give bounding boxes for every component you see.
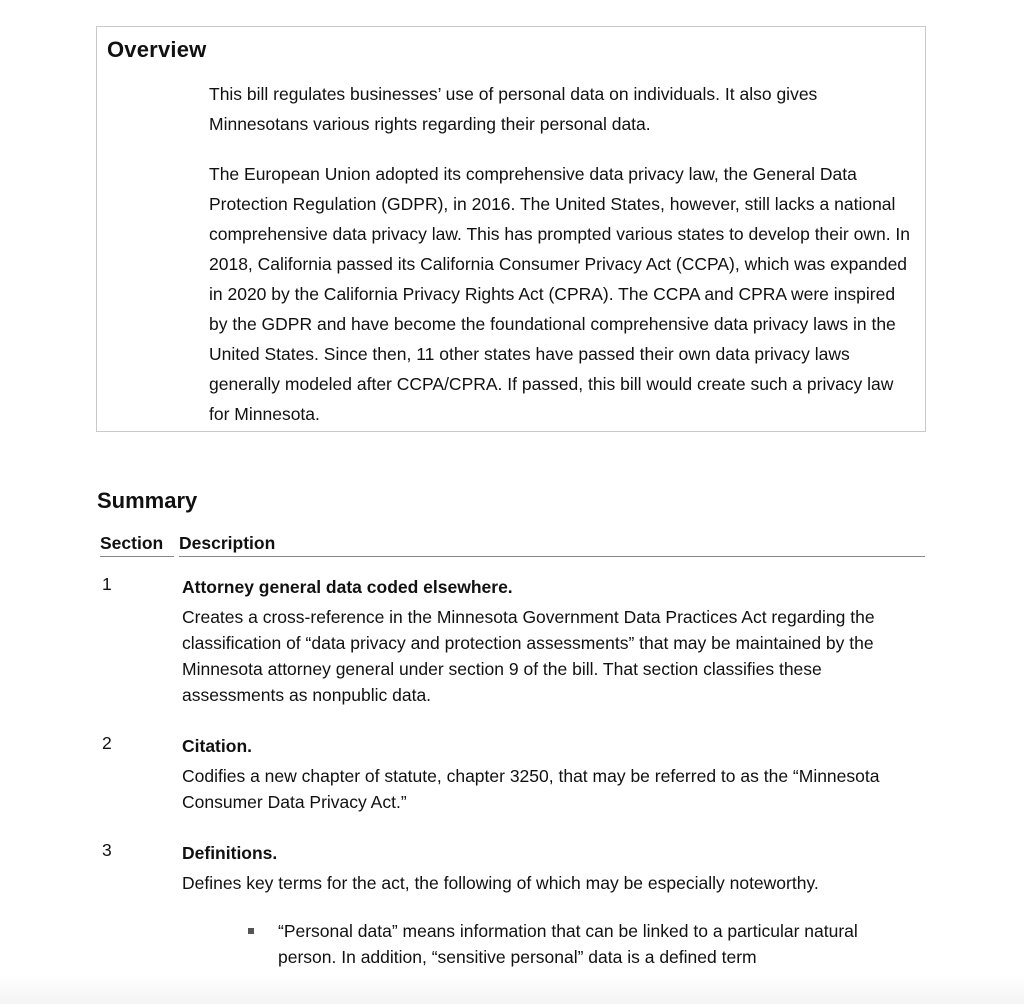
- list-item-text: “Personal data” means information that can be linked to a particular natural person. In addition, “sensitive personal” data is a defined term: [278, 921, 858, 967]
- section-number: 2: [102, 733, 112, 753]
- section-title: Attorney general data coded elsewhere.: [182, 577, 513, 597]
- section-title: Citation.: [182, 736, 252, 756]
- square-bullet-icon: [248, 928, 254, 934]
- section-body: [182, 574, 922, 708]
- summary-table-header: [97, 532, 925, 558]
- section-body: [182, 840, 922, 970]
- definitions-list: [182, 918, 922, 970]
- overview-body: [209, 79, 917, 449]
- summary-heading: Summary: [97, 488, 198, 513]
- column-header-section: Section: [100, 532, 174, 557]
- overview-heading: Overview: [107, 37, 207, 62]
- section-number: 1: [102, 574, 112, 594]
- column-header-description: Description: [179, 532, 925, 557]
- section-description: Codifies a new chapter of statute, chapter 3250, that may be referred to as the “Minnesota Consumer Data Privacy Act.”: [182, 766, 880, 812]
- section-title: Definitions.: [182, 843, 278, 863]
- list-item: [182, 918, 898, 970]
- overview-box: [96, 26, 926, 432]
- overview-paragraph: The European Union adopted its comprehensive data privacy law, the General Data Protection Regulation (GDPR), in 2016. The United States, however, still lacks a national comprehensive data privacy law. This has prompted various states to develop their own. In 2018, California passed its California Consumer Privacy Act (CCPA), which was expanded in 2020 by the California Privacy Rights Act (CPRA). The CCPA and CPRA were inspired by the GDPR and have become the foundational comprehensive data privacy laws in the United States. Since then, 11 other states have passed their own data privacy laws generally modeled after CCPA/CPRA. If passed, this bill would create such a privacy law for Minnesota.: [209, 164, 911, 424]
- section-body: [182, 733, 922, 815]
- section-description: Creates a cross-reference in the Minnesota Government Data Practices Act regarding the classification of “data privacy and protection assessments” that may be maintained by the Minnesota attorney general under section 9 of the bill. That section classifies these assessments as nonpublic data.: [182, 607, 875, 705]
- overview-paragraph: This bill regulates businesses’ use of personal data on individuals. It also gives Minnesotans various rights regarding their personal data.: [209, 84, 818, 134]
- section-number: 3: [102, 840, 112, 860]
- section-description: Defines key terms for the act, the following of which may be especially noteworthy.: [182, 873, 819, 893]
- page-bottom-fade: [0, 975, 1024, 1004]
